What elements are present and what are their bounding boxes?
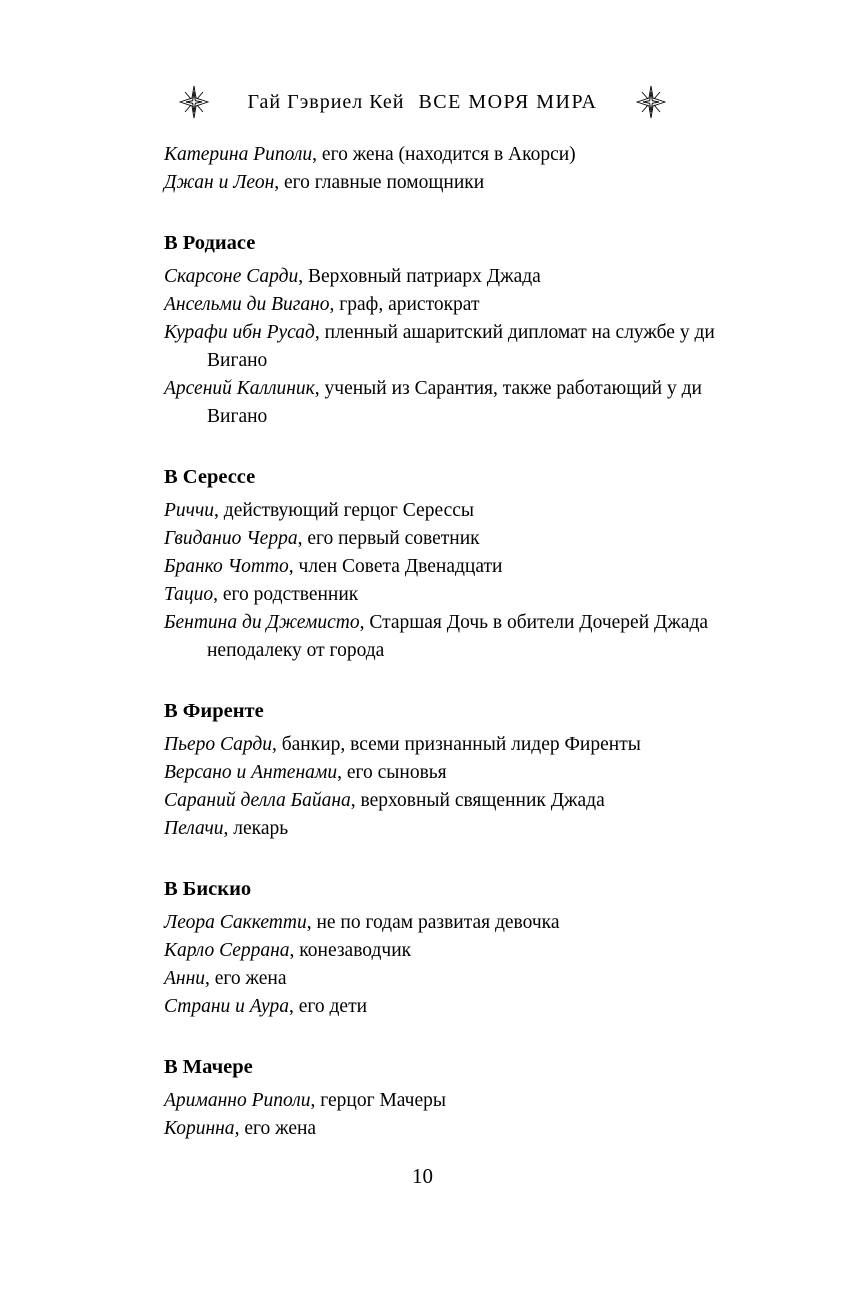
character-name: Анни <box>164 968 206 989</box>
character-name: Коринна <box>164 1118 235 1139</box>
character-name: Джан и Леон <box>164 172 275 193</box>
character-name: Бранко Чотто <box>164 556 289 577</box>
character-description: , верховный священник Джада <box>350 790 605 811</box>
character-name: Карло Серрана <box>164 940 290 961</box>
character-name: Арсений Каллиник <box>164 378 315 399</box>
character-description: , пленный ашаритский дипломат на службе у ди Вигано <box>207 322 715 371</box>
character-list <box>164 141 764 1143</box>
list-item <box>164 581 764 609</box>
list-item <box>164 525 764 553</box>
character-name: Леора Саккетти <box>164 912 307 933</box>
character-name: Скарсоне Сарди <box>164 266 299 287</box>
list-item <box>164 169 764 197</box>
list-item <box>164 1087 764 1115</box>
list-item <box>164 759 764 787</box>
character-name: Тацио <box>164 584 214 605</box>
list-item <box>164 1115 764 1143</box>
character-description: , конезаводчик <box>289 940 412 961</box>
list-item <box>164 731 764 759</box>
character-description: , его сыновья <box>337 762 447 783</box>
running-header <box>0 84 845 120</box>
section-heading: В Фиренте <box>164 700 264 722</box>
star-ornament-icon <box>179 85 209 119</box>
list-item <box>164 937 764 965</box>
list-item <box>164 909 764 937</box>
character-name: Версано и Антенами <box>164 762 338 783</box>
character-description: , лекарь <box>223 818 289 839</box>
character-name: Пьеро Сарди <box>164 734 272 755</box>
list-item <box>164 141 764 169</box>
list-item <box>164 965 764 993</box>
section-heading: В Родиасе <box>164 232 256 254</box>
character-description: , не по годам развитая девочка <box>306 912 560 933</box>
section-heading: В Мачере <box>164 1056 253 1078</box>
character-name: Курафи ибн Русад <box>164 322 315 343</box>
list-item <box>164 787 764 815</box>
header-title <box>247 91 597 114</box>
list-item <box>164 609 764 665</box>
list-item <box>164 291 764 319</box>
list-item <box>164 553 764 581</box>
character-name: Катерина Риполи <box>164 144 313 165</box>
header-author: Гай Гэвриел Кей <box>247 90 405 113</box>
list-item <box>164 263 764 291</box>
character-name: Риччи <box>164 500 215 521</box>
character-description: , его главные помощники <box>274 172 485 193</box>
character-description: , банкир, всеми признанный лидер Фиренты <box>271 734 641 755</box>
character-description: , его жена (находится в Акорси) <box>312 144 576 165</box>
list-item <box>164 815 764 843</box>
section-heading: В Бискио <box>164 878 252 900</box>
character-description: , его родственник <box>213 584 359 605</box>
list-item <box>164 319 764 375</box>
character-name: Ансельми ди Вигано <box>164 294 330 315</box>
character-description: , герцог Мачеры <box>310 1090 446 1111</box>
character-description: , граф, аристократ <box>329 294 480 315</box>
character-description: , его дети <box>288 996 368 1017</box>
header-book-title: ВСЕ МОРЯ МИРА <box>418 90 598 113</box>
character-description: , действующий герцог Серессы <box>214 500 474 521</box>
character-description: , Верховный патриарх Джада <box>298 266 541 287</box>
character-name: Бентина ди Джемисто <box>164 612 360 633</box>
section-heading: В Серессе <box>164 466 256 488</box>
list-item <box>164 375 764 431</box>
list-item <box>164 497 764 525</box>
character-name: Пелачи <box>164 818 224 839</box>
character-description: , его первый советник <box>297 528 480 549</box>
character-name: Страни и Аура <box>164 996 289 1017</box>
character-description: , ученый из Сарантия, также работающий у ди Вигано <box>207 378 702 427</box>
character-name: Ариманно Риполи <box>164 1090 311 1111</box>
star-ornament-icon <box>636 85 666 119</box>
page-number: 10 <box>412 1164 433 1188</box>
character-description: , его жена <box>205 968 287 989</box>
character-name: Сараний делла Байана <box>164 790 351 811</box>
character-name: Гвиданио Черра <box>164 528 298 549</box>
character-description: , Старшая Дочь в обители Дочерей Джада неподалеку от города <box>207 612 709 661</box>
character-description: , член Совета Двенадцати <box>288 556 503 577</box>
list-item <box>164 993 764 1021</box>
character-description: , его жена <box>234 1118 317 1139</box>
